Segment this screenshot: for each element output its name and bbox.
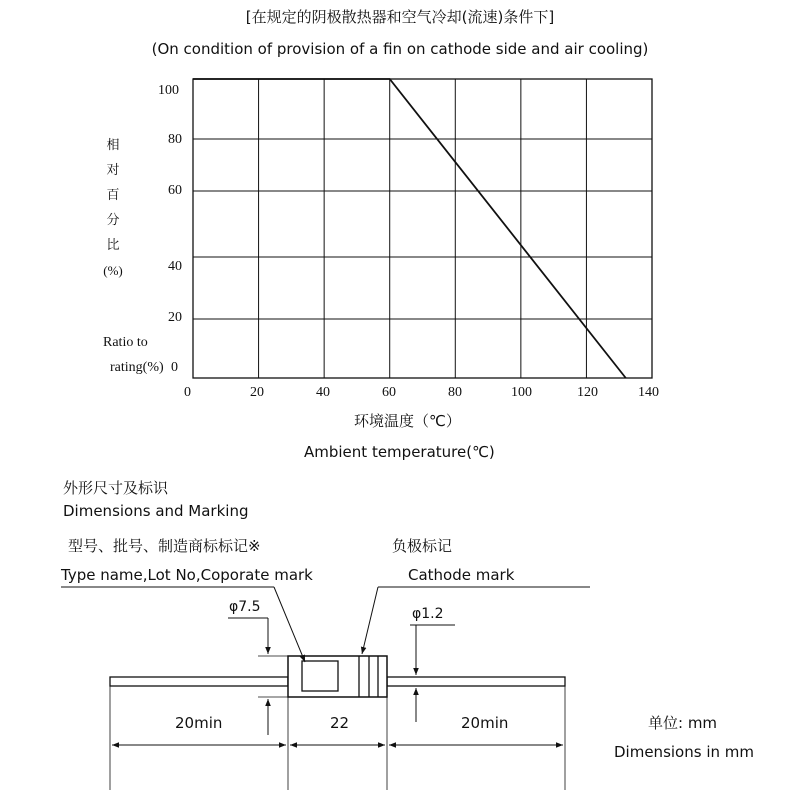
cathode-label-en: Cathode mark	[408, 566, 515, 584]
y-axis-label-en-2: rating(%)	[110, 360, 164, 375]
dimensions-heading-en: Dimensions and Marking	[63, 502, 249, 520]
x-tick-label: 100	[511, 385, 532, 400]
x-tick-label: 40	[316, 385, 330, 400]
y-axis-label-cn	[103, 133, 123, 283]
dimensions-heading-cn: 外形尺寸及标识	[63, 479, 169, 497]
x-tick-label: 140	[638, 385, 659, 400]
x-tick-label: 60	[382, 385, 396, 400]
left-lead-length: 20min	[175, 714, 223, 732]
x-tick-label: 80	[448, 385, 462, 400]
y-tick-label: 80	[168, 132, 182, 147]
body-diameter-label: φ7.5	[229, 599, 261, 615]
y-tick-label: 20	[168, 310, 182, 325]
y-tick-label: 100	[158, 83, 179, 98]
x-tick-label: 0	[184, 385, 191, 400]
x-tick-label: 120	[577, 385, 598, 400]
y-tick-label: 0	[171, 360, 178, 375]
x-axis-label-en: Ambient temperature(℃)	[304, 443, 495, 461]
x-axis-label-cn: 环境温度（℃）	[354, 412, 461, 430]
y-tick-label: 40	[168, 259, 182, 274]
y-label-char: 百	[106, 188, 120, 203]
title-cn: [在规定的阴极散热器和空气冷却(流速)条件下]	[245, 8, 555, 26]
title-en: (On condition of provision of a fin on cathode side and air cooling)	[151, 40, 649, 58]
y-label-char: 对	[106, 163, 120, 178]
x-tick-label: 20	[250, 385, 264, 400]
right-lead-length: 20min	[461, 714, 509, 732]
y-label-char: (%)	[103, 263, 123, 278]
unit-label-cn: 单位: mm	[648, 714, 718, 732]
derating-curve	[193, 79, 626, 378]
y-tick-label: 60	[168, 183, 182, 198]
type-label-en: Type name,Lot No,Coporate mark	[61, 566, 313, 584]
cathode-label-cn: 负极标记	[392, 537, 453, 555]
body-length: 22	[330, 714, 350, 732]
y-axis-label-en-1: Ratio to	[103, 335, 148, 350]
lead-diameter-label: φ1.2	[412, 606, 444, 622]
unit-label-en: Dimensions in mm	[614, 743, 754, 761]
type-label-cn: 型号、批号、制造商标标记※	[68, 537, 261, 555]
y-label-char: 相	[106, 138, 120, 153]
y-label-char: 分	[106, 213, 120, 228]
y-label-char: 比	[106, 238, 120, 253]
plot-frame	[193, 79, 652, 378]
